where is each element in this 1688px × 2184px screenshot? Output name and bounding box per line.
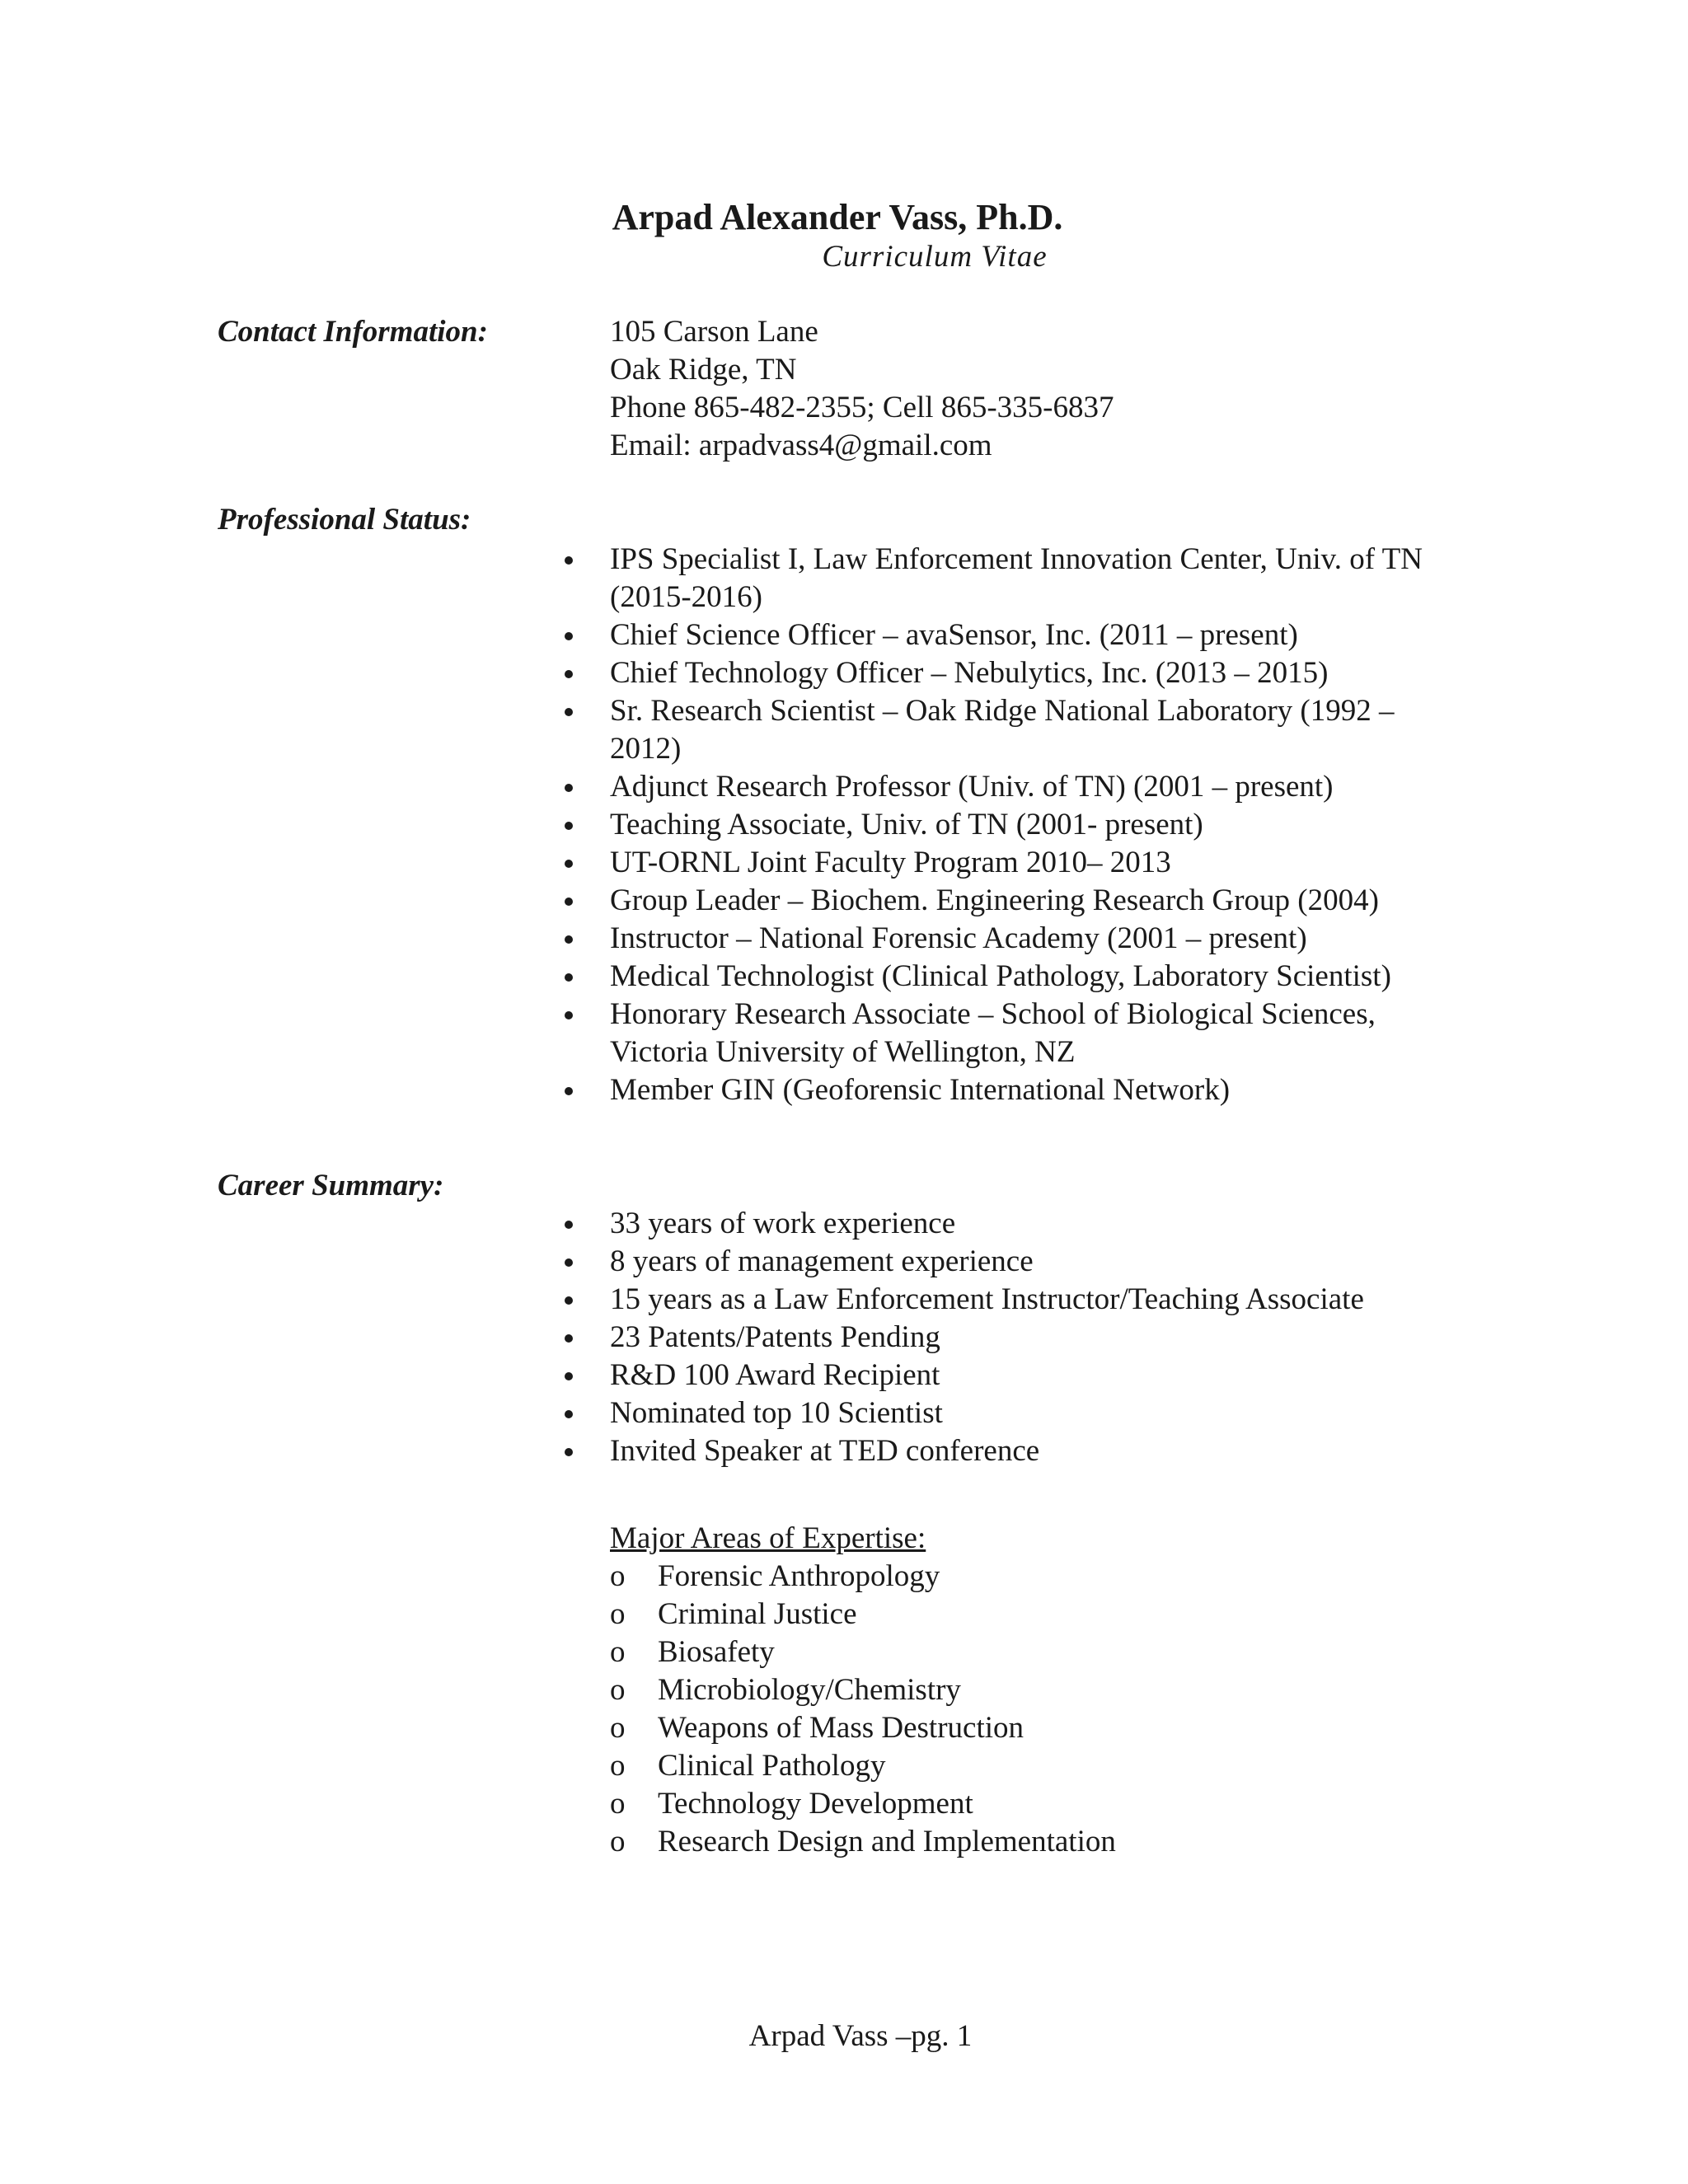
- list-item: o Forensic Anthropology: [610, 1558, 1467, 1596]
- bullet-icon: [565, 1372, 573, 1380]
- bullet-icon: [565, 670, 573, 678]
- hollow-bullet-icon: o: [610, 1825, 626, 1858]
- bullet-icon: [565, 1221, 573, 1229]
- professional-status-block: [610, 541, 1451, 1109]
- email-line: Email: arpadvass4@gmail.com: [610, 429, 992, 462]
- bullet-icon: [565, 860, 573, 868]
- list-item: Nominated top 10 Scientist: [610, 1394, 1467, 1432]
- list-item: 23 Patents/Patents Pending: [610, 1319, 1467, 1357]
- list-item: o Criminal Justice: [610, 1596, 1467, 1633]
- bullet-icon: [565, 1410, 573, 1418]
- address-line: 105 Carson Lane: [610, 315, 818, 349]
- professional-status-list: [610, 541, 1451, 1109]
- bullet-icon: [565, 822, 573, 830]
- city-line: Oak Ridge, TN: [610, 353, 797, 387]
- list-item: o Weapons of Mass Destruction: [610, 1709, 1467, 1747]
- bullet-icon: [565, 708, 573, 716]
- bullet-icon: [565, 1011, 573, 1019]
- bullet-icon: [565, 898, 573, 906]
- list-item: o Technology Development: [610, 1785, 1467, 1823]
- expertise-list: [610, 1558, 1467, 1861]
- list-item: o Clinical Pathology: [610, 1747, 1467, 1785]
- list-item: Medical Technologist (Clinical Pathology, Laboratory Scientist): [610, 958, 1451, 996]
- bullet-icon: [565, 1296, 573, 1305]
- list-item: Teaching Associate, Univ. of TN (2001- present): [610, 806, 1451, 844]
- career-summary-block: [610, 1205, 1467, 1470]
- hollow-bullet-icon: o: [610, 1635, 626, 1669]
- bullet-icon: [565, 632, 573, 640]
- cv-subtitle: Curriculum Vitae: [822, 240, 1048, 274]
- list-item: Sr. Research Scientist – Oak Ridge National Laboratory (1992 – 2012): [610, 692, 1451, 768]
- hollow-bullet-icon: o: [610, 1711, 626, 1745]
- expertise-heading: Major Areas of Expertise:: [610, 1521, 926, 1555]
- list-item: 8 years of management experience: [610, 1243, 1467, 1281]
- list-item: Chief Technology Officer – Nebulytics, Inc. (2013 – 2015): [610, 654, 1451, 692]
- professional-status-label: Professional Status:: [218, 503, 471, 537]
- phone-line: Phone 865-482-2355; Cell 865-335-6837: [610, 391, 1114, 424]
- bullet-icon: [565, 784, 573, 792]
- hollow-bullet-icon: o: [610, 1787, 626, 1821]
- list-item: IPS Specialist I, Law Enforcement Innovation Center, Univ. of TN (2015-2016): [610, 541, 1451, 616]
- list-item: Instructor – National Forensic Academy (2001 – present): [610, 920, 1451, 958]
- list-item: o Microbiology/Chemistry: [610, 1671, 1467, 1709]
- bullet-icon: [565, 1258, 573, 1267]
- list-item: Chief Science Officer – avaSensor, Inc. (2011 – present): [610, 616, 1451, 654]
- page-footer: Arpad Vass –pg. 1: [748, 2019, 973, 2053]
- hollow-bullet-icon: o: [610, 1597, 626, 1631]
- list-item: Honorary Research Associate – School of Biological Sciences, Victoria University of Wellington, NZ: [610, 996, 1451, 1071]
- bullet-icon: [565, 973, 573, 982]
- cv-name: Arpad Alexander Vass, Ph.D.: [612, 197, 1063, 237]
- bullet-icon: [565, 1448, 573, 1456]
- list-item: Member GIN (Geoforensic International Network): [610, 1071, 1451, 1109]
- list-item: Group Leader – Biochem. Engineering Research Group (2004): [610, 882, 1451, 920]
- career-summary-list: [610, 1205, 1467, 1470]
- list-item: R&D 100 Award Recipient: [610, 1357, 1467, 1394]
- list-item: UT-ORNL Joint Faculty Program 2010– 2013: [610, 844, 1451, 882]
- contact-label: Contact Information:: [218, 315, 488, 349]
- list-item: o Biosafety: [610, 1633, 1467, 1671]
- hollow-bullet-icon: o: [610, 1749, 626, 1783]
- list-item: o Research Design and Implementation: [610, 1823, 1467, 1861]
- bullet-icon: [565, 1334, 573, 1343]
- expertise-block: [610, 1520, 1467, 1861]
- bullet-icon: [565, 556, 573, 565]
- bullet-icon: [565, 1087, 573, 1095]
- list-item: Adjunct Research Professor (Univ. of TN) (2001 – present): [610, 768, 1451, 806]
- career-summary-label: Career Summary:: [218, 1169, 444, 1202]
- hollow-bullet-icon: o: [610, 1559, 626, 1593]
- list-item: Invited Speaker at TED conference: [610, 1432, 1467, 1470]
- list-item: 15 years as a Law Enforcement Instructor/Teaching Associate: [610, 1281, 1467, 1319]
- contact-block: [610, 313, 1467, 465]
- list-item: 33 years of work experience: [610, 1205, 1467, 1243]
- hollow-bullet-icon: o: [610, 1673, 626, 1707]
- bullet-icon: [565, 935, 573, 944]
